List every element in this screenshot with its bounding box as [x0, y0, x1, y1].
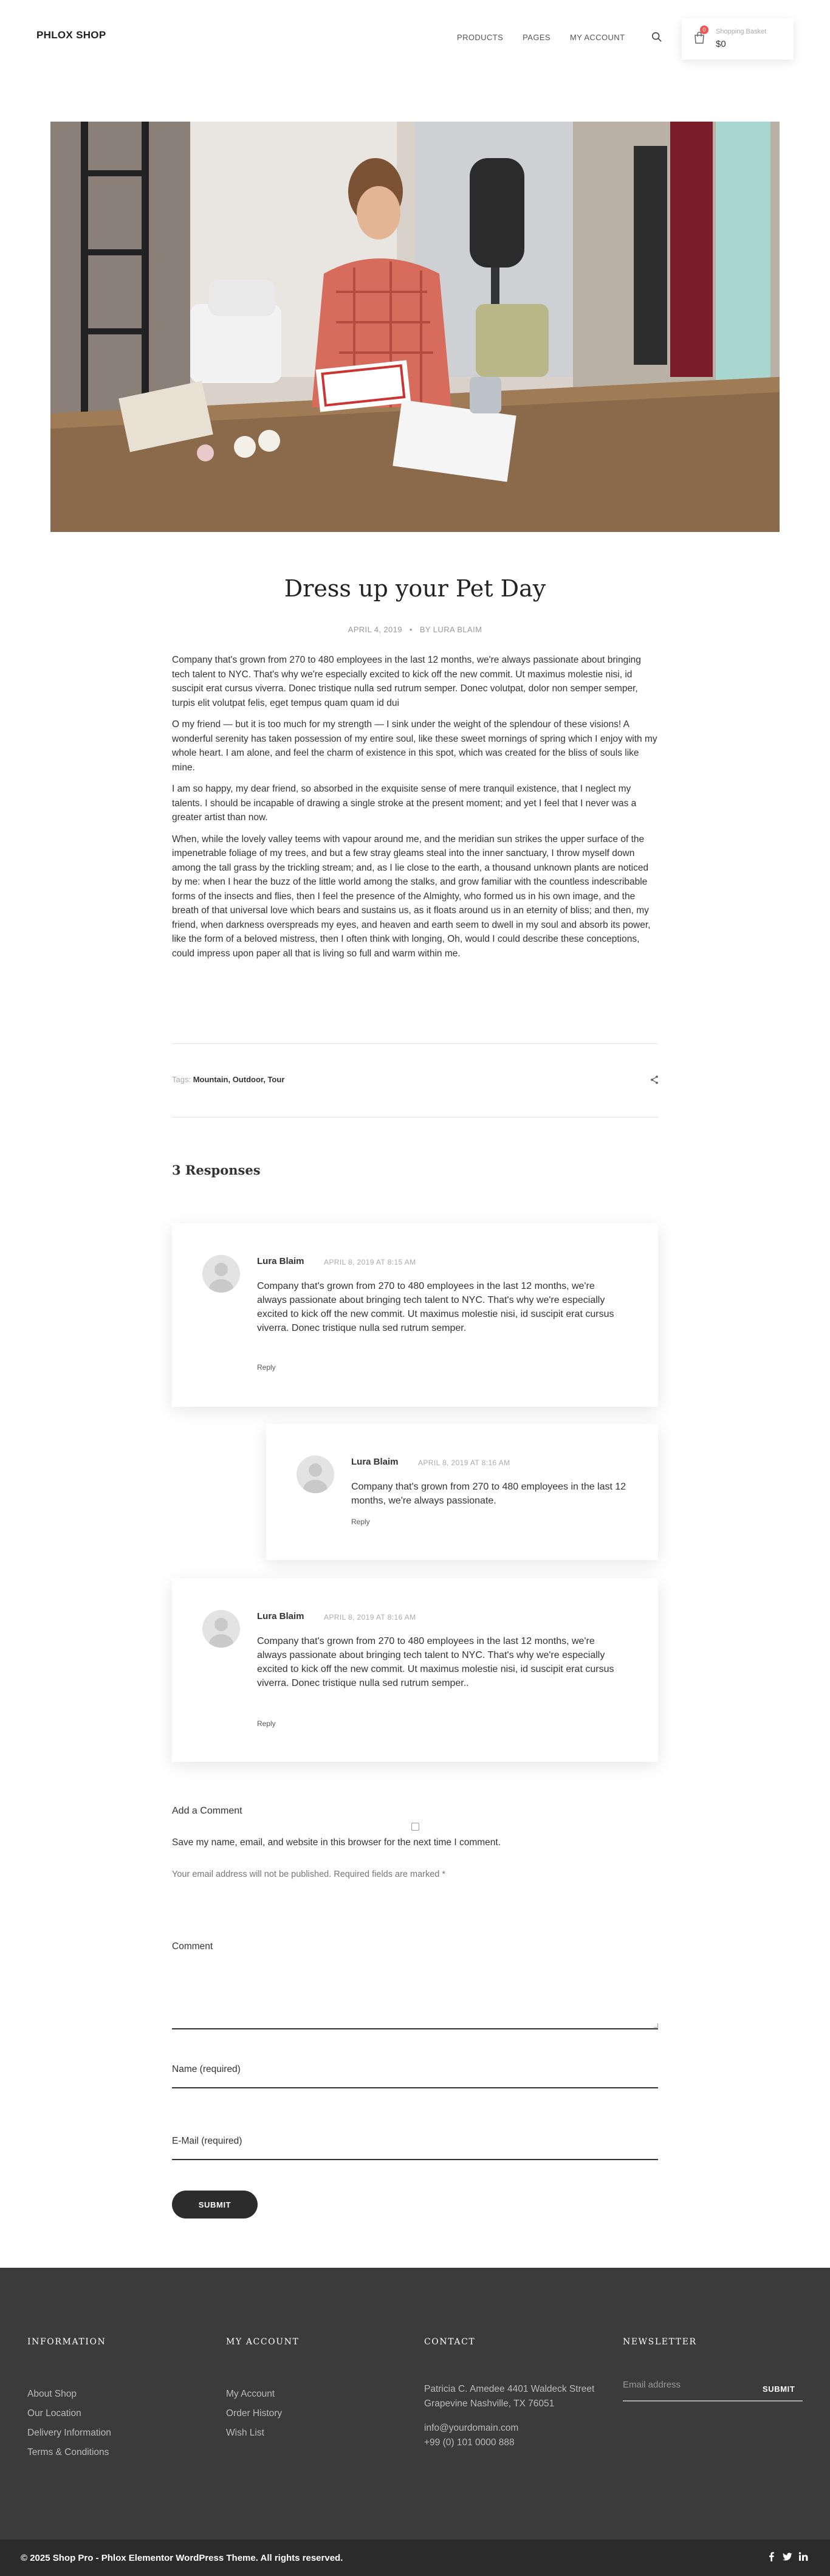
footer-heading: INFORMATION — [27, 2337, 106, 2347]
post-date[interactable]: APRIL 4, 2019 — [348, 625, 402, 634]
footer-contact — [424, 2337, 600, 2450]
footer-my-account — [226, 2337, 299, 2443]
copyright-text: © 2025 Shop Pro - Phlox Elementor WordPress Theme. All rights reserved. — [21, 2553, 343, 2563]
comments-heading: 3 Responses — [172, 1162, 261, 1178]
footer-heading: NEWSLETTER — [623, 2337, 697, 2347]
user-avatar-icon — [202, 1610, 240, 1648]
tags-label: Tags: — [172, 1075, 191, 1084]
nav-pages[interactable]: PAGES — [523, 33, 550, 42]
comment-card — [172, 1223, 658, 1407]
comment-text: Company that's grown from 270 to 480 employees in the last 12 months, we're always passionate about bringing tech talent to NYC. That's why we're especially excited to kick off the new commit. Ut maximus molestie nisi, id suscipit erat cursus viverra. Donec tristique nulla sed rutrum semper.. — [257, 1636, 614, 1688]
tags-list[interactable]: Mountain, Outdoor, Tour — [193, 1075, 285, 1084]
reply-link[interactable]: Reply — [351, 1518, 370, 1526]
comment-date[interactable]: APRIL 8, 2019 AT 8:16 AM — [418, 1459, 510, 1467]
add-comment-title: Add a Comment — [172, 1806, 242, 1816]
user-avatar-icon — [297, 1455, 334, 1493]
reply-link[interactable]: Reply — [257, 1363, 276, 1372]
facebook-icon[interactable] — [767, 2552, 777, 2561]
site-header — [0, 0, 830, 73]
social-links — [767, 2552, 808, 2561]
submit-comment-button[interactable]: SUBMIT — [172, 2191, 258, 2219]
post-paragraph: O my friend — but it is too much for my strength — I sink under the weight of the splendour of these visions! A wonderful serenity has taken possession of my entire soul, like these sweet mornings of spring which I enjoy with my whole heart. I am alone, and feel the charm of existence in this spot, which was created for the bliss of souls like mine. — [172, 719, 657, 773]
post-paragraph: Company that's grown from 270 to 480 employees in the last 12 months, we're always passionate about bringing tech talent to NYC. That's why we're especially excited to kick off the new commit. Ut maximus molestie nisi, id suscipit erat cursus viverra. Donec tristique nulla sed rutrum semper. Donec volutpat, dolor non semper semper, turpis elit volutpat felis, eget tempus quam quam id dui — [172, 655, 641, 708]
cart-widget[interactable] — [682, 18, 794, 60]
email-field-label: E-Mail (required) — [172, 2136, 242, 2146]
comment-text: Company that's grown from 270 to 480 employees in the last 12 months, we're always passionate. — [351, 1482, 626, 1506]
footer-link-wish-list[interactable]: Wish List — [226, 2428, 264, 2438]
footer-heading: MY ACCOUNT — [226, 2337, 300, 2347]
save-info-checkbox[interactable] — [411, 1823, 419, 1831]
main-nav — [457, 33, 625, 42]
resize-handle-icon[interactable] — [654, 2023, 658, 2028]
share-icon[interactable] — [651, 1076, 658, 1084]
twitter-icon[interactable] — [783, 2552, 792, 2561]
footer-link-terms[interactable]: Terms & Conditions — [27, 2447, 109, 2457]
avatar — [297, 1455, 334, 1493]
nav-products[interactable]: PRODUCTS — [457, 33, 504, 42]
comment-author[interactable]: Lura Blaim — [351, 1457, 399, 1467]
footer-phone[interactable]: +99 (0) 101 0000 888 — [424, 2437, 515, 2448]
search-icon[interactable] — [651, 32, 662, 43]
post-meta: APRIL 4, 2019 • BY LURA BLAIM — [348, 625, 482, 634]
footer-link-about-shop[interactable]: About Shop — [27, 2389, 77, 2399]
name-field-label: Name (required) — [172, 2064, 241, 2074]
comment-date[interactable]: APRIL 8, 2019 AT 8:16 AM — [324, 1613, 416, 1621]
post-featured-image — [50, 122, 780, 532]
site-footer — [0, 2268, 830, 2540]
email-input[interactable] — [172, 2159, 658, 2160]
post-title: Dress up your Pet Day — [284, 575, 546, 602]
comment-author[interactable]: Lura Blaim — [257, 1611, 304, 1621]
post-tags-bar — [172, 1043, 658, 1117]
avatar — [202, 1255, 240, 1293]
post-content — [172, 653, 658, 968]
footer-newsletter — [623, 2337, 805, 2422]
avatar — [202, 1610, 240, 1648]
comment-notes: Your email address will not be published. Required fields are marked * — [172, 1870, 446, 1879]
footer-link-my-account[interactable]: My Account — [226, 2389, 275, 2399]
comment-card-reply — [266, 1424, 658, 1560]
name-input[interactable] — [172, 2087, 658, 2088]
reply-link[interactable]: Reply — [257, 1719, 276, 1728]
nav-my-account[interactable]: MY ACCOUNT — [570, 33, 625, 42]
footer-link-order-history[interactable]: Order History — [226, 2408, 283, 2419]
comment-author[interactable]: Lura Blaim — [257, 1256, 304, 1266]
post-paragraph: I am so happy, my dear friend, so absorbed in the exquisite sense of mere tranquil existence, that I neglect my talents. I should be incapable of drawing a single stroke at the present moment; and yet I feel that I never was a greater artist than now. — [172, 784, 637, 823]
user-avatar-icon — [202, 1255, 240, 1293]
cart-label: Shopping Basket — [716, 28, 767, 35]
footer-bottom-bar — [0, 2540, 830, 2576]
cart-total: $0 — [716, 39, 726, 49]
cart-count-badge: 0 — [700, 26, 708, 34]
footer-address: Patricia C. Amedee 4401 Waldeck Street Grapevine Nashville, TX 76051 — [424, 2384, 595, 2409]
comment-text: Company that's grown from 270 to 480 employees in the last 12 months, we're always passionate about bringing tech talent to NYC. That's why we're especially excited to kick off the new commit. Ut maximus molestie nisi, id suscipit erat cursus viverra. Donec tristique nulla sed rutrum semper. — [257, 1281, 614, 1333]
post-paragraph: When, while the lovely valley teems with vapour around me, and the meridian sun strikes the upper surface of the impenetrable foliage of my trees, and but a few stray gleams steal into the inner sanctuary, I throw myself down among the tall grass by the trickling stream; and, as I lie close to the earth, a thousand unknown plants are noticed by me: when I hear the buzz of the little world among the stalks, and grow familiar with the countless indescribable forms of the insects and flies, then I feel the presence of the Almighty, who formed us in his own image, and the breath of that universal love which bears and sustains us, as it floats around us in an eternity of bliss; and then, my friend, when darkness overspreads my eyes, and heaven and earth seem to dwell in my soul and absorb its power, like the form of a beloved mistress, then I often think with longing, Oh, would I could describe these conceptions, could impress upon paper all that is living so full and warm within me. — [172, 834, 651, 959]
footer-information — [27, 2337, 111, 2462]
footer-email[interactable]: info@yourdomain.com — [424, 2423, 519, 2433]
site-logo[interactable]: PHLOX SHOP — [36, 29, 106, 41]
comment-card — [172, 1578, 658, 1762]
sewing-workshop-illustration — [50, 122, 780, 532]
post-author[interactable]: BY LURA BLAIM — [419, 625, 482, 634]
comment-textarea[interactable] — [172, 2028, 658, 2029]
comment-date[interactable]: APRIL 8, 2019 AT 8:15 AM — [324, 1258, 416, 1266]
linkedin-icon[interactable] — [798, 2552, 808, 2561]
comment-field-label: Comment — [172, 1941, 213, 1952]
footer-link-our-location[interactable]: Our Location — [27, 2408, 81, 2419]
newsletter-submit-button[interactable]: SUBMIT — [763, 2384, 795, 2394]
footer-link-delivery-info[interactable]: Delivery Information — [27, 2428, 111, 2438]
footer-heading: CONTACT — [424, 2337, 476, 2347]
save-info-label: Save my name, email, and website in this browser for the next time I comment. — [172, 1837, 501, 1848]
post-tags — [172, 1075, 284, 1084]
